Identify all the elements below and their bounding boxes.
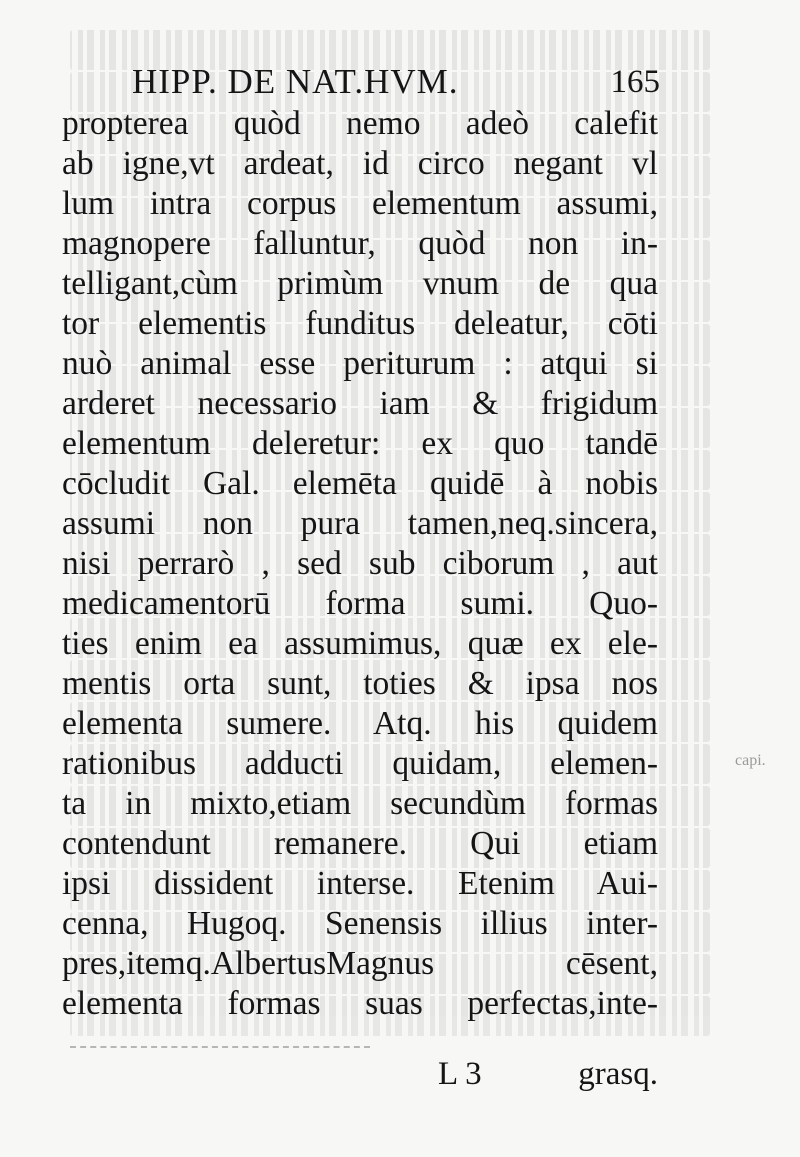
page-header	[132, 58, 660, 106]
signature-mark: L 3	[438, 1056, 482, 1092]
page-number: 165	[610, 64, 660, 100]
text-line: elementum deleretur: ex quo tandē	[62, 425, 658, 462]
margin-mark: capi.	[735, 752, 766, 769]
text-line: assumi non pura tamen,neq.sincera,	[62, 505, 658, 542]
text-line: contendunt remanere. Qui etiam	[62, 825, 658, 862]
text-line: magnopere falluntur, quòd non in-	[62, 225, 658, 262]
running-title: HIPP. DE NAT.HVM.	[132, 62, 459, 101]
text-line: elementa formas suas perfectas,inte-	[62, 985, 658, 1022]
footer-rule	[70, 1046, 370, 1048]
text-line: cōcludit Gal. elemēta quidē à nobis	[62, 465, 658, 502]
catchword: grasq.	[578, 1056, 658, 1092]
text-line: rationibus adducti quidam, elemen-	[62, 745, 658, 782]
text-line: arderet necessario iam & frigidum	[62, 385, 658, 422]
text-line: telligant,cùm primùm vnum de qua	[62, 265, 658, 302]
text-line: elementa sumere. Atq. his quidem	[62, 705, 658, 742]
text-line: ta in mixto,etiam secundùm formas	[62, 785, 658, 822]
page-footer	[62, 1052, 658, 1096]
text-line: ties enim ea assumimus, quæ ex ele-	[62, 625, 658, 662]
text-line: ab igne,vt ardeat, id circo negant vl	[62, 145, 658, 182]
text-line: nuò animal esse periturum : atqui si	[62, 345, 658, 382]
text-line: pres,itemq.AlbertusMagnus cēsent,	[62, 945, 658, 982]
text-line: ipsi dissident interse. Etenim Aui-	[62, 865, 658, 902]
text-line: medicamentorū forma sumi. Quo-	[62, 585, 658, 622]
body-text	[62, 104, 658, 1024]
text-line: lum intra corpus elementum assumi,	[62, 185, 658, 222]
text-line: nisi perrarò , sed sub ciborum , aut	[62, 545, 658, 582]
text-line: mentis orta sunt, toties & ipsa nos	[62, 665, 658, 702]
text-line: cenna, Hugoq. Senensis illius inter-	[62, 905, 658, 942]
text-line: propterea quòd nemo adeò calefit	[62, 105, 658, 142]
text-line: tor elementis funditus deleatur, cōti	[62, 305, 658, 342]
